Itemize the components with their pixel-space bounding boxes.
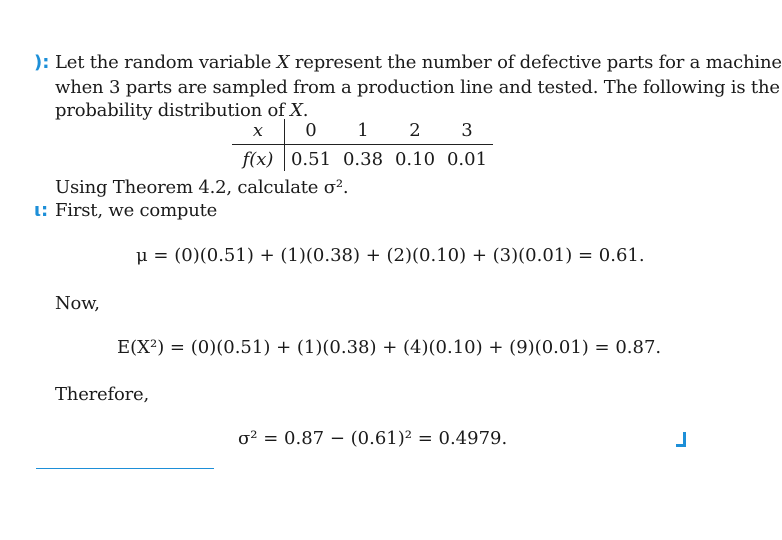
variable-x: X [276, 52, 290, 73]
expectation-equation: E(X²) = (0)(0.51) + (1)(0.38) + (4)(0.10) + (9)(0.01) = 0.87. [117, 337, 662, 358]
table-cell-fx: 0.51 [290, 149, 332, 170]
variance-equation: σ² = 0.87 − (0.61)² = 0.4979. [238, 428, 508, 449]
probability-distribution-table [232, 119, 493, 171]
therefore-text: Therefore, [55, 384, 149, 405]
problem-line-3-pre: probability distribution of [55, 100, 291, 121]
now-text: Now, [55, 293, 100, 314]
mean-equation: μ = (0)(0.51) + (1)(0.38) + (2)(0.10) + (3)(0.01) = 0.61. [136, 245, 645, 266]
problem-line-3 [55, 100, 308, 121]
end-of-proof-mark [676, 432, 686, 447]
table-row-x [232, 119, 493, 145]
problem-line-1-pre: Let the random variable [55, 52, 277, 73]
table-row-fx [232, 145, 493, 172]
table-cell-fx: 0.38 [342, 149, 384, 170]
problem-line-1 [55, 52, 782, 73]
table-cell-fx: 0.10 [394, 149, 436, 170]
question-text: Using Theorem 4.2, calculate σ². [55, 177, 349, 198]
solution-tag: ι: [34, 200, 49, 221]
problem-line-2: when 3 parts are sampled from a production line and tested. The following is the [55, 77, 780, 98]
problem-tag: ): [34, 52, 50, 73]
table-header-fx: f(x) [232, 145, 285, 172]
problem-line-1-post: represent the number of defective parts for a machine [289, 52, 782, 73]
table-cell-x: 3 [441, 119, 493, 145]
table-header-x: x [232, 119, 285, 145]
problem-line-3-post: . [302, 100, 309, 121]
footnote-rule [36, 468, 214, 469]
variable-x: X [290, 100, 303, 121]
table-cell-x: 0 [285, 119, 338, 145]
solution-intro: First, we compute [55, 200, 218, 221]
table-cell-x: 2 [389, 119, 441, 145]
table-cell-x: 1 [337, 119, 389, 145]
table-cell-fx: 0.01 [446, 149, 488, 170]
